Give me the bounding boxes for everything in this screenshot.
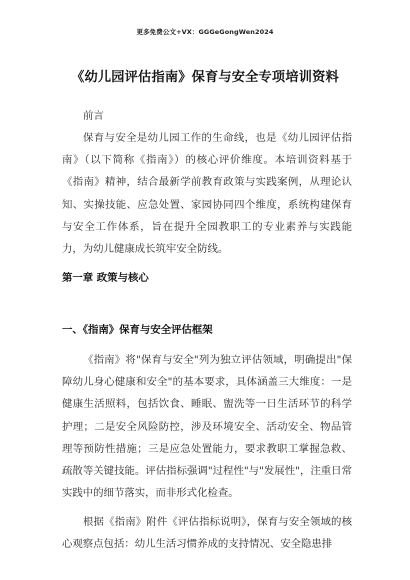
document-title: 《幼儿园评估指南》保育与安全专项培训资料 xyxy=(71,70,339,85)
section-paragraph-1: 《指南》将"保育与安全"列为独立评估领域，明确提出"保障幼儿身心健康和安全"的基本要求，具体涵盖三大维度：一是健康生活照料，包括饮食、睡眠、盥洗等一日生活环节的科学护理；二是安全风险防控，涉及环境安全、活动安全、物品管理等预防性措施；三是应急处置能力，要求教职工掌握急救、疏散等关键技能。评估指标强调"过程性"与"发展性"，注重日常实践中的细节落实，而非形式化检查。 xyxy=(62,354,352,500)
section-heading: 一、《指南》保育与安全评估框架 xyxy=(62,324,213,336)
chapter-heading: 第一章 政策与核心 xyxy=(62,272,149,284)
preface-label: 前言 xyxy=(83,110,104,122)
header-watermark: 更多免费公文+VX：GGGeGongWen2024 xyxy=(136,28,274,36)
preface-paragraph: 保育与安全是幼儿园工作的生命线，也是《幼儿园评估指南》（以下简称《指南》）的核心评价维度。本培训资料基于《指南》精神，结合最新学前教育政策与实践案例，从理论认知、实操技能、应急处置、家园协同四个维度，系统构建保育与安全工作体系，旨在提升全园教职工的专业素养与实践能力，为幼儿健康成长筑牢安全防线。 xyxy=(62,132,352,256)
section-paragraph-2: 根据《指南》附件《评估指标说明》，保育与安全领域的核心观察点包括：幼儿生活习惯养成的支持情况、安全隐患排 xyxy=(62,516,352,551)
